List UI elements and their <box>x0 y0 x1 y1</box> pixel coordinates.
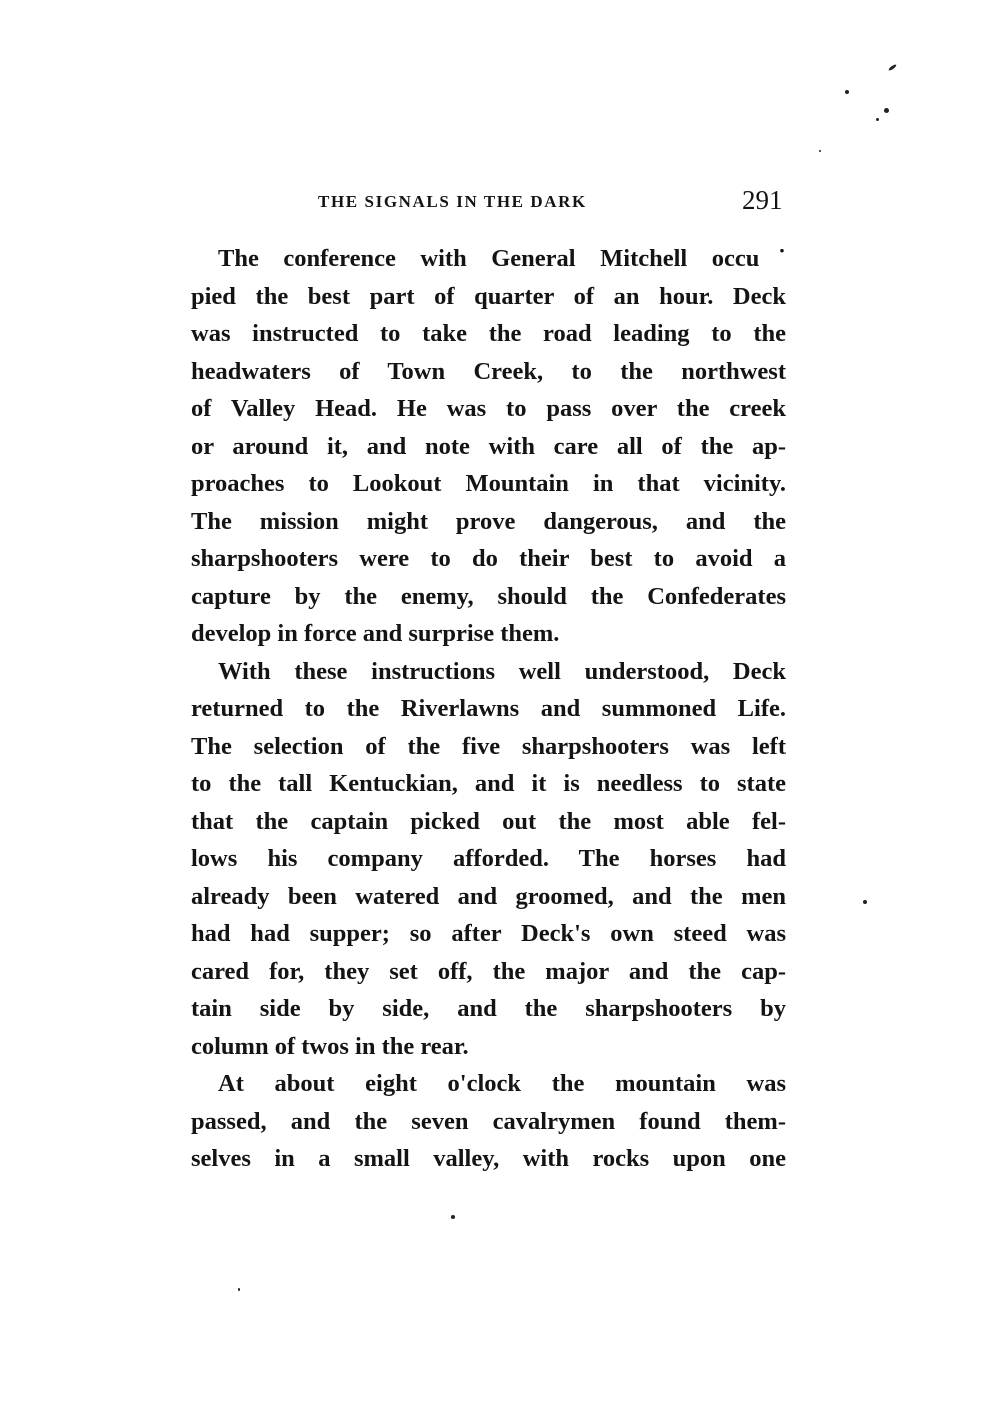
text-line: that the captain picked out the most able fel- <box>191 808 786 835</box>
text-line: had had supper; so after Deck's own steed was <box>191 920 786 947</box>
text-line: returned to the Riverlawns and summoned Life. <box>191 695 786 722</box>
text-line: The selection of the five sharpshooters was left <box>191 733 786 760</box>
text-line: capture by the enemy, should the Confederates <box>191 583 786 610</box>
text-line: column of twos in the rear. <box>191 1033 469 1060</box>
scan-speck <box>451 1215 455 1219</box>
text-line: or around it, and note with care all of the ap- <box>191 433 786 460</box>
scan-speck <box>845 90 849 94</box>
text-line: proaches to Lookout Mountain in that vicinity. <box>191 470 786 497</box>
text-line: At about eight o'clock the mountain was <box>218 1070 786 1097</box>
text-line: tain side by side, and the sharpshooters by <box>191 995 786 1022</box>
text-line: develop in force and surprise them. <box>191 620 560 647</box>
text-line: lows his company afforded. The horses had <box>191 845 786 872</box>
scan-speck <box>876 118 879 121</box>
scan-speck <box>888 64 897 72</box>
scan-speck <box>884 108 889 113</box>
scan-speck <box>238 1288 240 1291</box>
text-line: passed, and the seven cavalrymen found them- <box>191 1108 786 1135</box>
text-line: With these instructions well understood, Deck <box>218 658 786 685</box>
scan-speck <box>819 150 821 152</box>
text-line: already been watered and groomed, and the men <box>191 883 786 910</box>
scan-speck <box>863 900 867 904</box>
page-number: 291 <box>742 185 783 215</box>
text-line: sharpshooters were to do their best to avoid a <box>191 545 786 572</box>
text-line: cared for, they set off, the major and the cap- <box>191 958 786 985</box>
text-line: selves in a small valley, with rocks upon one <box>191 1145 786 1172</box>
text-line: headwaters of Town Creek, to the northwest <box>191 358 786 385</box>
text-line: of Valley Head. He was to pass over the creek <box>191 395 786 422</box>
text-line: pied the best part of quarter of an hour. Deck <box>191 283 786 310</box>
text-line: to the tall Kentuckian, and it is needless to state <box>191 770 786 797</box>
text-line: The mission might prove dangerous, and the <box>191 508 786 535</box>
text-line: The conference with General Mitchell occu˙ <box>218 245 786 272</box>
running-header: THE SIGNALS IN THE DARK <box>318 192 587 211</box>
text-line: was instructed to take the road leading to the <box>191 320 786 347</box>
